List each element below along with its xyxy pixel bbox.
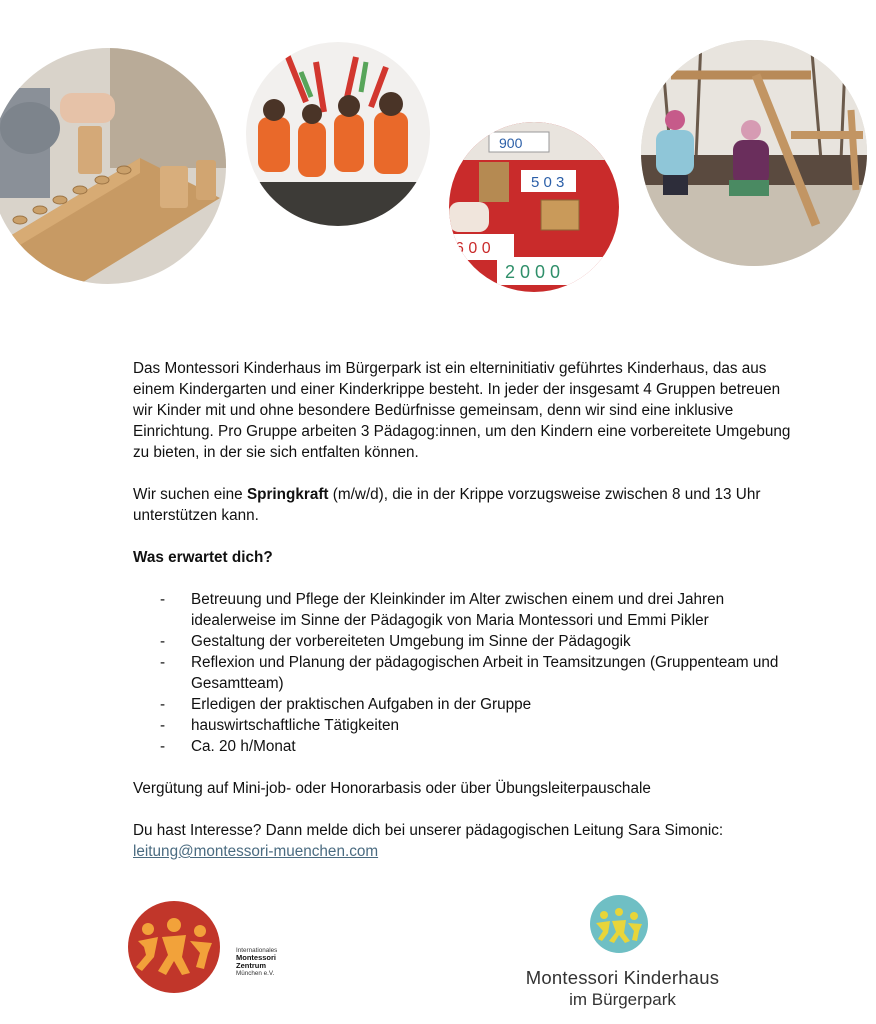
imz-line-3: Zentrum [236, 961, 266, 970]
intro-paragraph: Das Montessori Kinderhaus im Bürgerpark ist ein elterninitiativ geführtes Kinderhaus, das aus einem Kindergarten und einer Kinderkrippe besteht. In jeder der insgesamt 4 Gruppen betreuen wir Kinder mit und ohne besondere Bedürfnisse gemeinsam, denn wir sind eine inklusive Einrichtung. Pro Gruppe arbeiten 3 Pädagog:innen, um den Kindern eine vorbereitete Umgebung zu bieten, in der sie sich entfalten können. [133, 360, 791, 461]
list-item: - Reflexion und Planung der pädagogischen Arbeit in Teamsitzungen (Gruppenteam und Gesamtteam) [133, 652, 803, 694]
list-item: - hauswirtschaftliche Tätigkeiten [133, 715, 803, 736]
section-heading: Was erwartet dich? [133, 549, 273, 566]
imz-logo-text [236, 947, 277, 977]
contact-text: Du hast Interesse? Dann melde dich bei unserer pädagogischen Leitung Sara Simonic: [133, 822, 724, 839]
kinderhaus-subtitle: im Bürgerpark [569, 990, 676, 1009]
people-figures-icon [128, 901, 220, 993]
svg-text:900: 900 [499, 135, 523, 151]
kinderhaus-logo [510, 895, 735, 1015]
svg-text:6 0 0: 6 0 0 [455, 240, 491, 257]
list-item: - Betreuung und Pflege der Kleinkinder im Alter zwischen einem und drei Jahren idealerweise im Sinne der Pädagogik von Maria Montessori und Emmi Pikler [133, 589, 803, 631]
photo-number-cards [449, 122, 619, 292]
contact-paragraph [133, 820, 803, 862]
imz-logo [128, 901, 298, 993]
pay-paragraph: Vergütung auf Mini-job- oder Honorarbasis oder über Übungsleiterpauschale [133, 780, 651, 797]
imz-line-1: Internationales [236, 947, 278, 954]
offer-highlight: Springkraft [246, 486, 329, 503]
imz-logo-emblem [128, 901, 220, 993]
offer-paragraph [133, 484, 803, 526]
photo-children-painting [246, 42, 430, 226]
list-item: - Gestaltung der vorbereiteten Umgebung im Sinne der Pädagogik [133, 631, 803, 652]
task-list [133, 589, 803, 757]
photo-playground [641, 40, 867, 266]
offer-text-after: (m/w/d), die in der Krippe vorzugsweise zwischen 8 und 13 Uhr unterstützen kann. [133, 486, 761, 524]
svg-text:5 0 3: 5 0 3 [531, 174, 565, 191]
list-item: - Erledigen der praktischen Aufgaben in der Gruppe [133, 694, 803, 715]
kinderhaus-name: Montessori Kinderhaus [525, 967, 720, 988]
offer-text-before: Wir suchen eine [133, 486, 247, 503]
photo-wooden-cylinders [0, 48, 226, 284]
kinderhaus-logo-emblem [590, 895, 648, 953]
svg-text:2 0 0 0: 2 0 0 0 [505, 262, 561, 282]
children-figures-icon [590, 895, 648, 953]
imz-line-4: München e.V. [236, 970, 275, 977]
job-posting-text [133, 358, 803, 862]
list-item: - Ca. 20 h/Monat [133, 736, 803, 757]
email-link[interactable]: leitung@montessori-muenchen.com [133, 843, 379, 860]
imz-line-2: Montessori [236, 953, 277, 962]
